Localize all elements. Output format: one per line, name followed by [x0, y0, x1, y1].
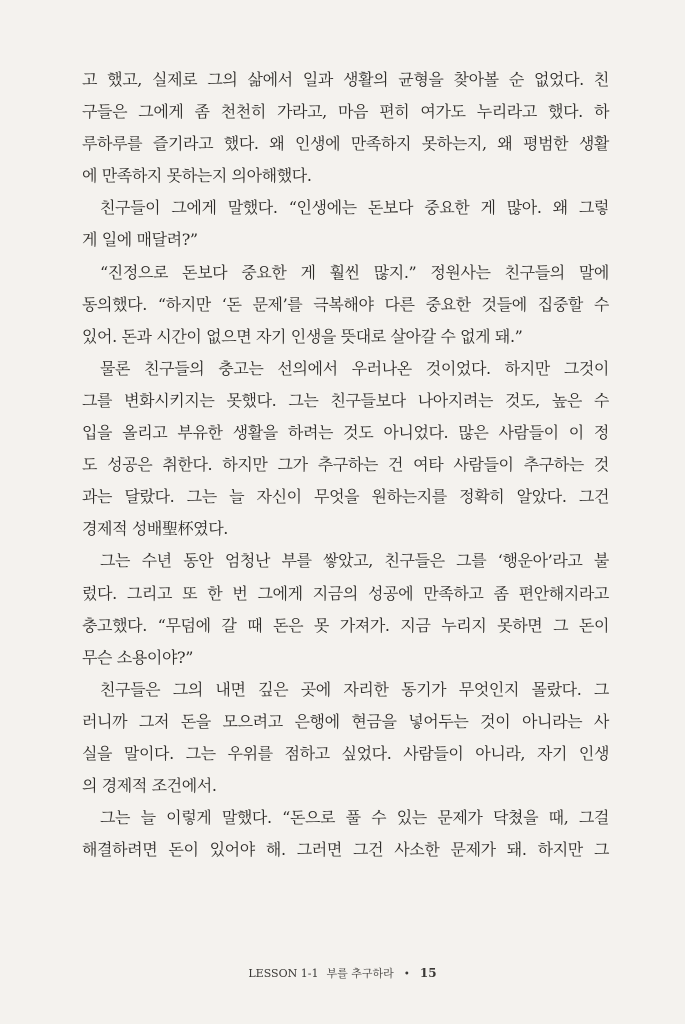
text-line: 그는 늘 이렇게 말했다. “돈으로 풀 수 있는 문제가 닥쳤을 때, 그걸	[100, 808, 609, 828]
footer-lesson-label: LESSON 1-1	[248, 967, 319, 980]
text-line: 의 경제적 조건에서.	[82, 776, 217, 796]
text-line: 친구들은 그의 내면 깊은 곳에 자리한 동기가 무엇인지 몰랐다. 그	[100, 679, 609, 699]
text-line: 경제적 성배聖杯였다.	[82, 519, 228, 539]
text-line: 게 일에 매달려?”	[82, 230, 198, 250]
text-line: 루하루를 즐기라고 했다. 왜 인생에 만족하지 못하는지, 왜 평범한 생활	[82, 134, 609, 154]
text-line: 고 했고, 실제로 그의 삶에서 일과 생활의 균형을 찾아볼 순 없었다. 친	[82, 70, 609, 89]
text-line: 그는 수년 동안 엄청난 부를 쌓았고, 친구들은 그를 ‘행운아’라고 불	[100, 551, 609, 571]
text-line: 그를 변화시키지는 못했다. 그는 친구들보다 나아지려는 것도, 높은 수	[82, 390, 609, 410]
text-line: 물론 친구들의 충고는 선의에서 우러나온 것이었다. 하지만 그것이	[100, 358, 609, 378]
text-line: 충고했다. “무덤에 갈 때 돈은 못 가져가. 지금 누리지 못하면 그 돈이	[82, 615, 609, 635]
text-line: 무슨 소용이야?”	[82, 647, 193, 667]
text-line: 있어. 돈과 시간이 없으면 자기 인생을 뜻대로 살아갈 수 없게 돼.”	[82, 326, 523, 346]
text-line: 과는 달랐다. 그는 늘 자신이 무엇을 원하는지를 정확히 알았다. 그건	[82, 487, 609, 507]
text-line: 동의했다. “하지만 ‘돈 문제’를 극복해야 다른 중요한 것들에 집중할 수	[82, 294, 609, 314]
text-line: 러니까 그저 돈을 모으려고 은행에 현금을 넣어두는 것이 아니라는 사	[82, 711, 609, 731]
text-line: 구들은 그에게 좀 천천히 가라고, 마음 편히 여가도 누리라고 했다. 하	[82, 102, 609, 122]
text-line: 도 성공은 취한다. 하지만 그가 추구하는 건 여타 사람들이 추구하는 것	[82, 455, 609, 475]
text-line: 입을 올리고 부유한 생활을 하려는 것도 아니었다. 많은 사람들이 이 정	[82, 423, 609, 443]
text-line: 친구들이 그에게 말했다. “인생에는 돈보다 중요한 게 많아. 왜 그렇	[100, 198, 609, 218]
text-line: 렀다. 그리고 또 한 번 그에게 지금의 성공에 만족하고 좀 편안해지라고	[82, 583, 609, 603]
footer-chapter-title: 부를 추구하라	[326, 967, 394, 980]
body-text	[82, 64, 609, 866]
page-footer	[0, 962, 685, 981]
text-line: 실을 말이다. 그는 우위를 점하고 싶었다. 사람들이 아니라, 자기 인생	[82, 743, 609, 763]
footer-bullet: •	[403, 969, 410, 980]
text-line: 해결하려면 돈이 있어야 해. 그러면 그건 사소한 문제가 돼. 하지만 그	[82, 840, 609, 860]
text-line: 에 만족하지 못하는지 의아해했다.	[82, 166, 312, 186]
page-number: 15	[419, 966, 437, 980]
text-line: “진정으로 돈보다 중요한 게 훨씬 많지.” 정원사는 친구들의 말에	[100, 262, 609, 282]
